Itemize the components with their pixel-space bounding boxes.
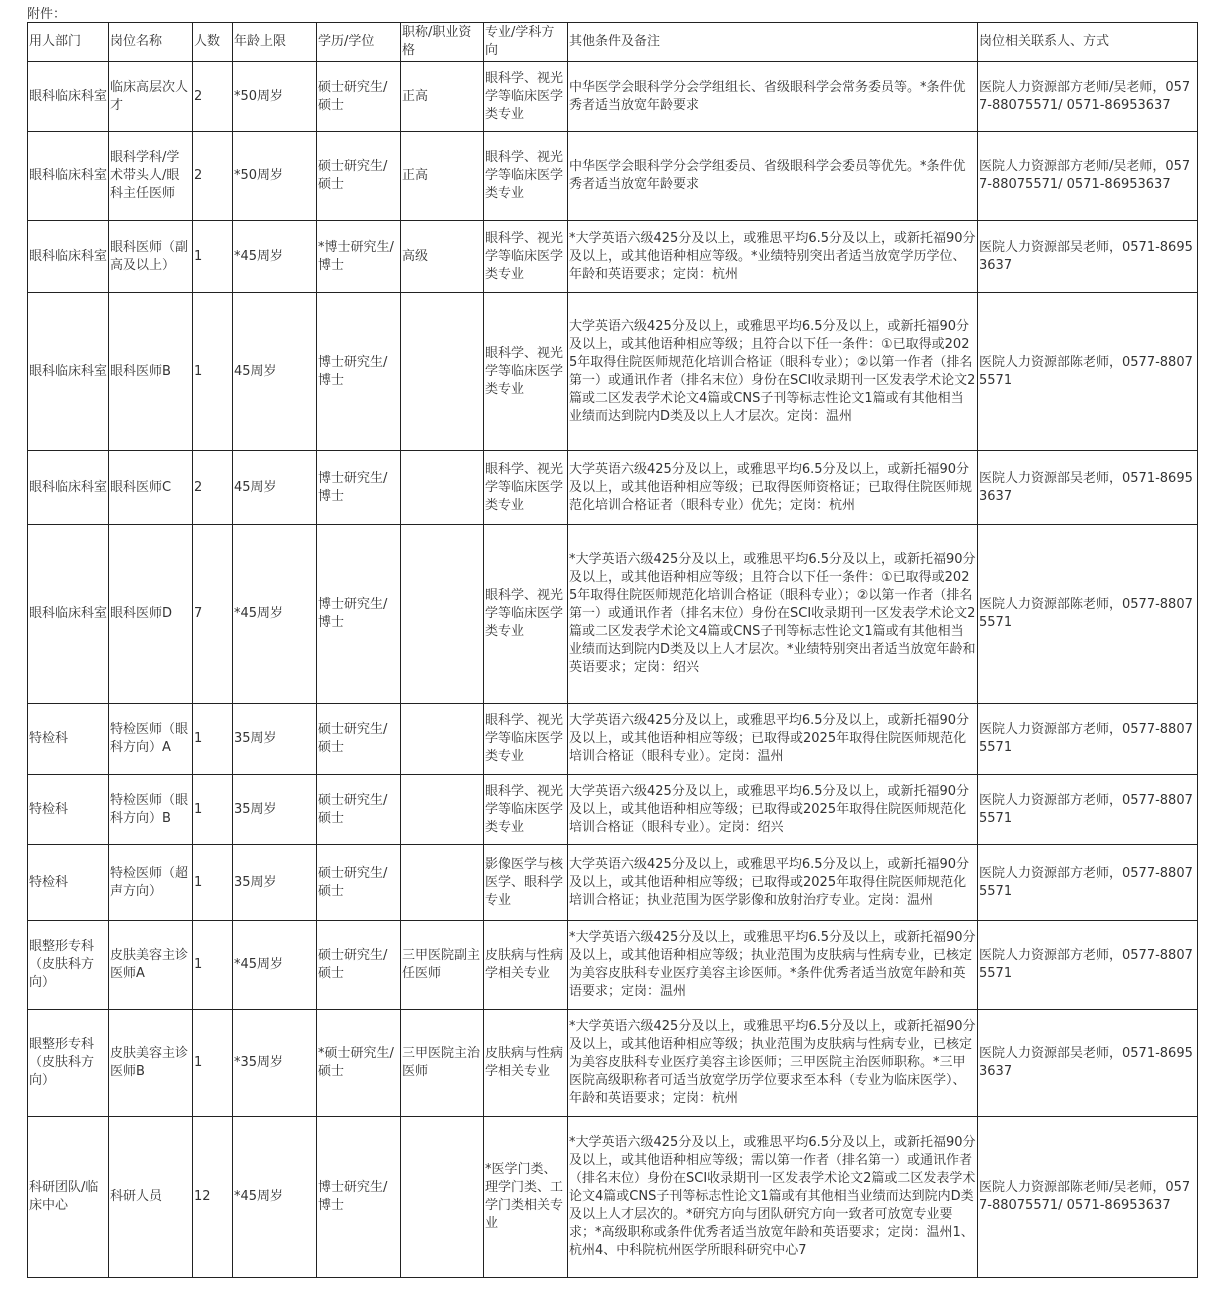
cell-degree: 硕士研究生/硕士 — [317, 132, 401, 221]
cell-degree: 博士研究生/博士 — [317, 1117, 401, 1278]
cell-requirements: 大学英语六级425分及以上，或雅思平均6.5分及以上，或新托福90分及以上，或其他语种相应等级；已取得或2025年取得住院医师规范化培训合格证（眼科专业）。定岗：绍兴 — [568, 775, 978, 845]
cell-major: 影像医学与核医学、眼科学专业 — [484, 845, 568, 921]
cell-title: 三甲医院副主任医师 — [401, 921, 484, 1010]
cell-age-limit: *35周岁 — [233, 1010, 317, 1117]
cell-requirements: *大学英语六级425分及以上，或雅思平均6.5分及以上，或新托福90分及以上，或其他语种相应等级。*业绩特别突出者适当放宽学历学位、年龄和英语要求；定岗：杭州 — [568, 221, 978, 293]
cell-contact: 医院人力资源部陈老师，0577-88075571 — [978, 293, 1198, 451]
cell-position: 临床高层次人才 — [109, 62, 193, 132]
cell-title — [401, 293, 484, 451]
cell-major: 眼科学、视光学等临床医学类专业 — [484, 451, 568, 525]
cell-requirements: 大学英语六级425分及以上，或雅思平均6.5分及以上，或新托福90分及以上，或其他语种相应等级；已取得或2025年取得住院医师规范化培训合格证；执业范围为医学影像和放射治疗专业。定岗：温州 — [568, 845, 978, 921]
cell-contact: 医院人力资源部方老师/吴老师，0577-88075571/ 0571-86953637 — [978, 132, 1198, 221]
table-row — [28, 525, 1198, 704]
cell-major: 皮肤病与性病学相关专业 — [484, 1010, 568, 1117]
header-degree: 学历/学位 — [317, 23, 401, 62]
cell-contact: 医院人力资源部方老师，0577-88075571 — [978, 845, 1198, 921]
cell-contact: 医院人力资源部方老师，0577-88075571 — [978, 775, 1198, 845]
table-row — [28, 62, 1198, 132]
cell-title — [401, 775, 484, 845]
cell-title — [401, 451, 484, 525]
cell-requirements: *大学英语六级425分及以上，或雅思平均6.5分及以上，或新托福90分及以上，或其他语种相应等级；执业范围为皮肤病与性病专业，已核定为美容皮肤科专业医疗美容主诊医师。*条件优秀者适当放宽年龄和英语要求；定岗：温州 — [568, 921, 978, 1010]
cell-major: 眼科学、视光学等临床医学类专业 — [484, 775, 568, 845]
cell-degree: 博士研究生/博士 — [317, 525, 401, 704]
cell-degree: 硕士研究生/硕士 — [317, 921, 401, 1010]
cell-age-limit: 45周岁 — [233, 451, 317, 525]
header-title: 职称/职业资格 — [401, 23, 484, 62]
cell-title — [401, 1117, 484, 1278]
header-requirements: 其他条件及备注 — [568, 23, 978, 62]
cell-department: 眼科临床科室 — [28, 62, 109, 132]
cell-title: 高级 — [401, 221, 484, 293]
cell-age-limit: 35周岁 — [233, 845, 317, 921]
cell-count: 7 — [193, 525, 233, 704]
cell-department: 眼整形专科（皮肤科方向） — [28, 1010, 109, 1117]
cell-department: 科研团队/临床中心 — [28, 1117, 109, 1278]
header-count: 人数 — [193, 23, 233, 62]
cell-count: 1 — [193, 293, 233, 451]
cell-degree: 硕士研究生/硕士 — [317, 775, 401, 845]
cell-position: 科研人员 — [109, 1117, 193, 1278]
cell-major: 眼科学、视光学等临床医学类专业 — [484, 132, 568, 221]
cell-age-limit: 35周岁 — [233, 775, 317, 845]
cell-position: 眼科医师D — [109, 525, 193, 704]
cell-title: 正高 — [401, 62, 484, 132]
cell-age-limit: *45周岁 — [233, 921, 317, 1010]
cell-position: 皮肤美容主诊医师A — [109, 921, 193, 1010]
cell-requirements: *大学英语六级425分及以上，或雅思平均6.5分及以上，或新托福90分及以上，或其他语种相应等级；且符合以下任一条件：①已取得或2025年取得住院医师规范化培训合格证（眼科专业）；②以第一作者（排名第一）或通讯作者（排名末位）身份在SCI收录期刊一区发表学术论文2篇或二区发表学术论文4篇或CNS子刊等标志性论文1篇或有其他相当业绩而达到院内D类及以上人才层次。*业绩特别突出者适当放宽年龄和英语要求；定岗：绍兴 — [568, 525, 978, 704]
table-row — [28, 775, 1198, 845]
cell-major: 眼科学、视光学等临床医学类专业 — [484, 525, 568, 704]
cell-count: 1 — [193, 845, 233, 921]
cell-contact: 医院人力资源部方老师，0577-88075571 — [978, 704, 1198, 775]
table-row — [28, 921, 1198, 1010]
cell-title — [401, 525, 484, 704]
table-header-row — [28, 23, 1198, 62]
cell-position: 特检医师（眼科方向）B — [109, 775, 193, 845]
table-row — [28, 1010, 1198, 1117]
cell-position: 皮肤美容主诊医师B — [109, 1010, 193, 1117]
cell-department: 特检科 — [28, 704, 109, 775]
table-row — [28, 132, 1198, 221]
cell-department: 特检科 — [28, 845, 109, 921]
cell-degree: 硕士研究生/硕士 — [317, 845, 401, 921]
cell-title: 正高 — [401, 132, 484, 221]
attachment-caption: 附件： — [27, 7, 67, 22]
cell-degree: 硕士研究生/硕士 — [317, 62, 401, 132]
cell-requirements: 大学英语六级425分及以上，或雅思平均6.5分及以上，或新托福90分及以上，或其他语种相应等级；已取得或2025年取得住院医师规范化培训合格证（眼科专业）。定岗：温州 — [568, 704, 978, 775]
cell-title: 三甲医院主治医师 — [401, 1010, 484, 1117]
cell-contact: 医院人力资源部方老师，0577-88075571 — [978, 921, 1198, 1010]
cell-department: 眼整形专科（皮肤科方向） — [28, 921, 109, 1010]
table-row — [28, 704, 1198, 775]
cell-department: 眼科临床科室 — [28, 293, 109, 451]
cell-age-limit: *50周岁 — [233, 62, 317, 132]
cell-count: 1 — [193, 1010, 233, 1117]
cell-degree: *硕士研究生/硕士 — [317, 1010, 401, 1117]
cell-position: 眼科医师C — [109, 451, 193, 525]
header-position: 岗位名称 — [109, 23, 193, 62]
cell-major: 眼科学、视光学等临床医学类专业 — [484, 62, 568, 132]
cell-position: 特检医师（眼科方向）A — [109, 704, 193, 775]
cell-position: 特检医师（超声方向） — [109, 845, 193, 921]
cell-age-limit: 35周岁 — [233, 704, 317, 775]
header-age-limit: 年龄上限 — [233, 23, 317, 62]
cell-position: 眼科医师B — [109, 293, 193, 451]
cell-count: 1 — [193, 704, 233, 775]
cell-title — [401, 704, 484, 775]
cell-count: 12 — [193, 1117, 233, 1278]
header-contact: 岗位相关联系人、方式 — [978, 23, 1198, 62]
cell-count: 1 — [193, 221, 233, 293]
cell-contact: 医院人力资源部陈老师，0577-88075571 — [978, 525, 1198, 704]
cell-degree: *博士研究生/博士 — [317, 221, 401, 293]
positions-table — [27, 22, 1198, 1278]
cell-department: 特检科 — [28, 775, 109, 845]
cell-department: 眼科临床科室 — [28, 132, 109, 221]
cell-age-limit: 45周岁 — [233, 293, 317, 451]
cell-major: 眼科学、视光学等临床医学类专业 — [484, 704, 568, 775]
table-row — [28, 293, 1198, 451]
header-major: 专业/学科方向 — [484, 23, 568, 62]
cell-contact: 医院人力资源部吴老师，0571-86953637 — [978, 221, 1198, 293]
table-row — [28, 451, 1198, 525]
cell-count: 1 — [193, 921, 233, 1010]
header-department: 用人部门 — [28, 23, 109, 62]
cell-requirements: 中华医学会眼科学分会学组委员、省级眼科学会委员等优先。*条件优秀者适当放宽年龄要求 — [568, 132, 978, 221]
cell-contact: 医院人力资源部吴老师，0571-86953637 — [978, 1010, 1198, 1117]
cell-degree: 硕士研究生/硕士 — [317, 704, 401, 775]
cell-contact: 医院人力资源部吴老师，0571-86953637 — [978, 451, 1198, 525]
cell-position: 眼科医师（副高及以上） — [109, 221, 193, 293]
cell-major: 眼科学、视光学等临床医学类专业 — [484, 221, 568, 293]
cell-age-limit: *45周岁 — [233, 221, 317, 293]
cell-department: 眼科临床科室 — [28, 525, 109, 704]
table-row — [28, 845, 1198, 921]
table-row — [28, 221, 1198, 293]
cell-age-limit: *50周岁 — [233, 132, 317, 221]
cell-position: 眼科学科/学术带头人/眼科主任医师 — [109, 132, 193, 221]
cell-requirements: 大学英语六级425分及以上，或雅思平均6.5分及以上，或新托福90分及以上，或其他语种相应等级；已取得医师资格证；已取得住院医师规范化培训合格证者（眼科专业）优先；定岗：杭州 — [568, 451, 978, 525]
cell-major: *医学门类、理学门类、工学门类相关专业 — [484, 1117, 568, 1278]
cell-count: 1 — [193, 775, 233, 845]
cell-title — [401, 845, 484, 921]
cell-degree: 博士研究生/博士 — [317, 293, 401, 451]
table-row — [28, 1117, 1198, 1278]
cell-requirements: *大学英语六级425分及以上，或雅思平均6.5分及以上，或新托福90分及以上，或其他语种相应等级；执业范围为皮肤病与性病专业，已核定为美容皮肤科专业医疗美容主诊医师；三甲医院主治医师职称。*三甲医院高级职称者可适当放宽学历学位要求至本科（专业为临床医学）、年龄和英语要求；定岗：杭州 — [568, 1010, 978, 1117]
cell-requirements: 大学英语六级425分及以上，或雅思平均6.5分及以上，或新托福90分及以上，或其他语种相应等级；且符合以下任一条件：①已取得或2025年取得住院医师规范化培训合格证（眼科专业）；②以第一作者（排名第一）或通讯作者（排名末位）身份在SCI收录期刊一区发表学术论文2篇或二区发表学术论文4篇或CNS子刊等标志性论文1篇或有其他相当业绩而达到院内D类及以上人才层次。定岗：温州 — [568, 293, 978, 451]
cell-major: 皮肤病与性病学相关专业 — [484, 921, 568, 1010]
cell-department: 眼科临床科室 — [28, 451, 109, 525]
cell-department: 眼科临床科室 — [28, 221, 109, 293]
cell-age-limit: *45周岁 — [233, 525, 317, 704]
cell-count: 2 — [193, 132, 233, 221]
cell-age-limit: *45周岁 — [233, 1117, 317, 1278]
cell-requirements: *大学英语六级425分及以上，或雅思平均6.5分及以上，或新托福90分及以上，或其他语种相应等级；需以第一作者（排名第一）或通讯作者（排名末位）身份在SCI收录期刊一区发表学术论文2篇或二区发表学术论文4篇或CNS子刊等标志性论文1篇或有其他相当业绩而达到院内D类及以上人才层次的。*研究方向与团队研究方向一致者可放宽专业要求；*高级职称或条件优秀者适当放宽年龄和英语要求；定岗：温州1、杭州4、中科院杭州医学所眼科研究中心7 — [568, 1117, 978, 1278]
cell-requirements: 中华医学会眼科学分会学组组长、省级眼科学会常务委员等。*条件优秀者适当放宽年龄要求 — [568, 62, 978, 132]
cell-count: 2 — [193, 62, 233, 132]
cell-major: 眼科学、视光学等临床医学类专业 — [484, 293, 568, 451]
cell-contact: 医院人力资源部陈老师/吴老师，0577-88075571/ 0571-86953637 — [978, 1117, 1198, 1278]
cell-count: 2 — [193, 451, 233, 525]
cell-degree: 博士研究生/博士 — [317, 451, 401, 525]
cell-contact: 医院人力资源部方老师/吴老师，0577-88075571/ 0571-86953637 — [978, 62, 1198, 132]
